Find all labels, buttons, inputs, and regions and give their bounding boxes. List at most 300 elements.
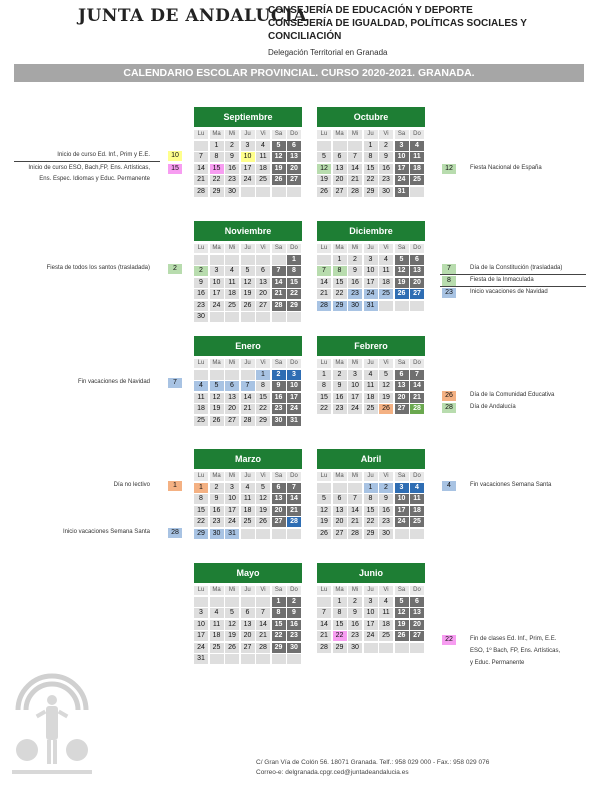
day-cell: 7 — [317, 266, 331, 276]
day-cell: 16 — [210, 506, 224, 516]
empty-day — [272, 529, 286, 539]
empty-day — [241, 529, 255, 539]
day-cell: 24 — [348, 404, 362, 414]
day-cell: 7 — [287, 483, 301, 493]
day-cell: 11 — [410, 494, 424, 504]
day-cell: 19 — [272, 164, 286, 174]
day-cell: 2 — [348, 597, 362, 607]
note-fin-navidad: Fin vacaciones de Navidad — [77, 379, 150, 385]
empty-day — [241, 312, 255, 322]
day-cell: 25 — [379, 631, 393, 641]
day-cell: 6 — [395, 370, 409, 380]
day-cell: 23 — [194, 301, 208, 311]
day-cell: 5 — [395, 597, 409, 607]
empty-day — [410, 643, 424, 653]
day-cell: 22 — [364, 175, 378, 185]
day-cell: 25 — [410, 175, 424, 185]
weekday-label: Sa — [272, 130, 286, 139]
day-cell: 12 — [379, 381, 393, 391]
empty-day — [225, 654, 239, 664]
empty-day — [210, 255, 224, 265]
day-cell: 5 — [317, 152, 331, 162]
weekday-label: Mi — [348, 359, 362, 368]
day-cell: 28 — [256, 643, 270, 653]
note-fin-semana-santa: Fin vacaciones Semana Santa — [470, 482, 552, 488]
day-cell: 21 — [256, 631, 270, 641]
empty-day — [272, 187, 286, 197]
empty-day — [241, 187, 255, 197]
day-cell: 17 — [364, 278, 378, 288]
empty-day — [256, 312, 270, 322]
note-fiesta-nacional: Fiesta Nacional de España — [470, 165, 542, 171]
empty-day — [410, 301, 424, 311]
empty-day — [210, 654, 224, 664]
empty-day — [256, 654, 270, 664]
day-cell: 30 — [379, 529, 393, 539]
day-cell: 21 — [348, 175, 362, 185]
empty-day — [287, 187, 301, 197]
day-cell: 22 — [194, 517, 208, 527]
empty-day — [225, 312, 239, 322]
day-grid — [317, 255, 425, 311]
weekday-label: Lu — [194, 244, 208, 253]
day-cell: 16 — [333, 393, 347, 403]
day-cell: 3 — [241, 141, 255, 151]
month-enero — [194, 336, 302, 426]
day-cell: 24 — [364, 631, 378, 641]
day-cell: 2 — [210, 483, 224, 493]
day-cell: 12 — [317, 506, 331, 516]
day-cell: 10 — [241, 152, 255, 162]
empty-day — [241, 597, 255, 607]
empty-day — [194, 141, 208, 151]
weekday-label: Do — [287, 130, 301, 139]
weekday-label: Ju — [364, 244, 378, 253]
day-cell: 4 — [379, 255, 393, 265]
day-cell: 31 — [287, 416, 301, 426]
day-cell: 5 — [225, 608, 239, 618]
day-cell: 30 — [348, 643, 362, 653]
weekday-label: Do — [410, 359, 424, 368]
day-cell: 18 — [194, 404, 208, 414]
day-cell: 3 — [395, 483, 409, 493]
empty-day — [225, 255, 239, 265]
junta-logo-icon — [12, 640, 92, 780]
day-cell: 27 — [225, 416, 239, 426]
day-cell: 8 — [210, 152, 224, 162]
day-cell: 12 — [256, 494, 270, 504]
day-cell: 19 — [395, 620, 409, 630]
footer-email: Correo-e: delgranada.cpgr.ced@juntadeandalucia.es — [256, 769, 409, 776]
note-inicio-inf: Inicio de curso Ed. Inf., Prim y E.E. — [57, 152, 150, 158]
day-cell: 30 — [194, 312, 208, 322]
day-cell: 17 — [287, 393, 301, 403]
day-cell: 26 — [241, 301, 255, 311]
empty-day — [379, 301, 393, 311]
weekday-header — [194, 130, 302, 139]
weekday-label: Sa — [272, 244, 286, 253]
day-cell: 24 — [395, 175, 409, 185]
day-cell: 1 — [272, 597, 286, 607]
day-cell: 22 — [364, 517, 378, 527]
day-cell: 8 — [256, 381, 270, 391]
day-cell: 10 — [348, 381, 362, 391]
weekday-header — [194, 244, 302, 253]
day-cell: 12 — [395, 608, 409, 618]
day-cell: 10 — [364, 266, 378, 276]
empty-day — [410, 529, 424, 539]
weekday-label: Sa — [272, 472, 286, 481]
month-title: Junio — [317, 563, 425, 583]
day-cell: 25 — [194, 416, 208, 426]
empty-day — [210, 312, 224, 322]
weekday-label: Do — [287, 244, 301, 253]
empty-day — [317, 483, 331, 493]
day-cell: 10 — [395, 494, 409, 504]
day-cell: 8 — [333, 608, 347, 618]
weekday-label: Lu — [194, 359, 208, 368]
weekday-label: Ma — [210, 472, 224, 481]
day-cell: 4 — [194, 381, 208, 391]
day-cell: 11 — [194, 393, 208, 403]
weekday-header — [194, 472, 302, 481]
note-inicio-eso-cont: Ens. Espec. Idiomas y Educ. Permanente — [39, 176, 150, 182]
day-cell: 13 — [241, 620, 255, 630]
day-cell: 30 — [272, 416, 286, 426]
divider — [440, 286, 586, 287]
month-title: Octubre — [317, 107, 425, 127]
day-cell: 17 — [194, 631, 208, 641]
note-fin-clases: Fin de clases Ed. Inf., Prim, E.E. — [470, 636, 557, 642]
day-cell: 13 — [410, 608, 424, 618]
empty-day — [348, 141, 362, 151]
footer — [256, 758, 489, 778]
day-cell: 4 — [410, 141, 424, 151]
weekday-label: Ma — [333, 586, 347, 595]
empty-day — [333, 483, 347, 493]
day-cell: 29 — [210, 187, 224, 197]
day-cell: 20 — [241, 631, 255, 641]
day-cell: 5 — [210, 381, 224, 391]
day-cell: 28 — [317, 643, 331, 653]
weekday-label: Vi — [256, 130, 270, 139]
note-constitucion: Día de la Constitución (trasladada) — [470, 265, 563, 271]
legend-chip-7b: 7 — [442, 264, 456, 274]
empty-day — [364, 643, 378, 653]
weekday-label: Ju — [241, 244, 255, 253]
month-title: Mayo — [194, 563, 302, 583]
day-cell: 17 — [395, 506, 409, 516]
day-cell: 28 — [348, 529, 362, 539]
day-cell: 30 — [225, 187, 239, 197]
day-cell: 23 — [287, 631, 301, 641]
weekday-label: Do — [287, 586, 301, 595]
weekday-label: Mi — [225, 244, 239, 253]
day-cell: 3 — [348, 370, 362, 380]
weekday-header — [194, 586, 302, 595]
weekday-label: Mi — [225, 586, 239, 595]
day-cell: 31 — [194, 654, 208, 664]
day-cell: 6 — [256, 266, 270, 276]
note-inicio-eso: Inicio de curso ESO, Bach,FP, Ens. Artísticas, — [28, 165, 150, 171]
weekday-header — [194, 359, 302, 368]
day-cell: 13 — [272, 494, 286, 504]
day-grid — [194, 370, 302, 426]
day-cell: 30 — [379, 187, 393, 197]
footer-address: C/ Gran Vía de Colón 56. 18071 Granada. Telf.: 958 029 000 - Fax.: 958 029 076 — [256, 759, 490, 766]
day-cell: 7 — [348, 152, 362, 162]
month-abril — [317, 449, 425, 539]
day-cell: 15 — [287, 278, 301, 288]
weekday-label: Do — [410, 130, 424, 139]
day-cell: 1 — [364, 141, 378, 151]
month-title: Marzo — [194, 449, 302, 469]
day-cell: 26 — [256, 517, 270, 527]
empty-day — [317, 141, 331, 151]
day-cell: 8 — [364, 494, 378, 504]
weekday-label: Do — [287, 359, 301, 368]
day-cell: 9 — [287, 608, 301, 618]
day-cell: 18 — [256, 164, 270, 174]
day-cell: 3 — [395, 141, 409, 151]
weekday-header — [317, 359, 425, 368]
day-cell: 4 — [256, 141, 270, 151]
legend-chip-2: 2 — [168, 264, 182, 274]
note-inicio-navidad: Inicio vacaciones de Navidad — [470, 289, 548, 295]
weekday-label: Mi — [348, 244, 362, 253]
day-cell: 29 — [194, 529, 208, 539]
day-cell: 4 — [379, 597, 393, 607]
month-junio — [317, 563, 425, 653]
day-cell: 11 — [225, 278, 239, 288]
day-cell: 21 — [410, 393, 424, 403]
day-grid — [194, 255, 302, 323]
day-cell: 20 — [410, 278, 424, 288]
day-cell: 28 — [410, 404, 424, 414]
month-title: Septiembre — [194, 107, 302, 127]
day-cell: 23 — [379, 517, 393, 527]
weekday-label: Ma — [333, 359, 347, 368]
day-cell: 1 — [333, 255, 347, 265]
legend-chip-8: 8 — [442, 276, 456, 286]
legend-chip-28: 28 — [168, 528, 182, 538]
day-cell: 16 — [287, 620, 301, 630]
month-mayo — [194, 563, 302, 664]
day-cell: 1 — [317, 370, 331, 380]
weekday-label: Sa — [395, 586, 409, 595]
day-cell: 20 — [225, 404, 239, 414]
day-cell: 29 — [364, 187, 378, 197]
day-cell: 6 — [410, 255, 424, 265]
day-cell: 23 — [210, 517, 224, 527]
day-cell: 8 — [317, 381, 331, 391]
day-grid — [317, 597, 425, 653]
day-cell: 17 — [395, 164, 409, 174]
day-cell: 26 — [225, 643, 239, 653]
day-cell: 18 — [410, 164, 424, 174]
day-cell: 22 — [287, 289, 301, 299]
day-cell: 7 — [317, 608, 331, 618]
day-cell: 28 — [272, 301, 286, 311]
day-cell: 6 — [241, 608, 255, 618]
day-cell: 20 — [287, 164, 301, 174]
day-cell: 23 — [272, 404, 286, 414]
day-cell: 27 — [410, 631, 424, 641]
weekday-header — [317, 472, 425, 481]
weekday-label: Sa — [395, 359, 409, 368]
day-cell: 25 — [364, 404, 378, 414]
note-no-lectivo: Día no lectivo — [113, 482, 150, 488]
day-cell: 4 — [410, 483, 424, 493]
day-cell: 20 — [333, 517, 347, 527]
day-cell: 15 — [333, 620, 347, 630]
weekday-label: Lu — [317, 130, 331, 139]
day-cell: 7 — [256, 608, 270, 618]
day-cell: 10 — [395, 152, 409, 162]
day-cell: 21 — [348, 517, 362, 527]
day-cell: 28 — [348, 187, 362, 197]
legend-chip-12: 12 — [442, 164, 456, 174]
day-cell: 18 — [410, 506, 424, 516]
day-cell: 5 — [317, 494, 331, 504]
day-cell: 21 — [317, 631, 331, 641]
weekday-label: Sa — [272, 359, 286, 368]
day-cell: 10 — [210, 278, 224, 288]
empty-day — [210, 370, 224, 380]
day-cell: 2 — [225, 141, 239, 151]
legend-chip-1: 1 — [168, 481, 182, 491]
day-cell: 2 — [348, 255, 362, 265]
day-cell: 24 — [395, 517, 409, 527]
day-cell: 16 — [194, 289, 208, 299]
weekday-header — [317, 130, 425, 139]
empty-day — [194, 597, 208, 607]
day-cell: 2 — [194, 266, 208, 276]
day-cell: 2 — [333, 370, 347, 380]
day-cell: 29 — [333, 643, 347, 653]
day-cell: 14 — [256, 620, 270, 630]
legend-chip-10: 10 — [168, 151, 182, 161]
day-cell: 22 — [272, 631, 286, 641]
weekday-label: Lu — [317, 359, 331, 368]
day-cell: 19 — [395, 278, 409, 288]
day-cell: 15 — [364, 506, 378, 516]
day-cell: 2 — [287, 597, 301, 607]
weekday-label: Mi — [225, 472, 239, 481]
day-grid — [194, 483, 302, 539]
day-cell: 3 — [225, 483, 239, 493]
day-cell: 3 — [194, 608, 208, 618]
day-cell: 27 — [333, 529, 347, 539]
day-cell: 19 — [317, 175, 331, 185]
day-cell: 26 — [379, 404, 393, 414]
empty-day — [256, 187, 270, 197]
day-cell: 10 — [287, 381, 301, 391]
day-cell: 16 — [379, 506, 393, 516]
empty-day — [256, 597, 270, 607]
day-cell: 14 — [317, 278, 331, 288]
day-cell: 22 — [333, 289, 347, 299]
day-cell: 26 — [272, 175, 286, 185]
day-cell: 30 — [210, 529, 224, 539]
weekday-label: Ma — [333, 244, 347, 253]
day-cell: 26 — [395, 631, 409, 641]
day-cell: 14 — [317, 620, 331, 630]
empty-day — [272, 312, 286, 322]
day-cell: 23 — [348, 631, 362, 641]
day-cell: 28 — [194, 187, 208, 197]
day-cell: 29 — [256, 416, 270, 426]
day-cell: 9 — [333, 381, 347, 391]
empty-day — [272, 654, 286, 664]
empty-day — [256, 255, 270, 265]
day-cell: 29 — [272, 643, 286, 653]
day-cell: 7 — [348, 494, 362, 504]
day-cell: 9 — [225, 152, 239, 162]
day-cell: 1 — [287, 255, 301, 265]
day-cell: 19 — [241, 289, 255, 299]
weekday-label: Vi — [256, 359, 270, 368]
day-cell: 27 — [395, 404, 409, 414]
day-cell: 13 — [395, 381, 409, 391]
day-cell: 19 — [210, 404, 224, 414]
day-cell: 6 — [333, 494, 347, 504]
day-cell: 15 — [194, 506, 208, 516]
month-septiembre — [194, 107, 302, 197]
day-cell: 25 — [225, 301, 239, 311]
weekday-label: Mi — [225, 359, 239, 368]
day-cell: 5 — [379, 370, 393, 380]
day-cell: 5 — [272, 141, 286, 151]
empty-day — [287, 312, 301, 322]
day-cell: 19 — [256, 506, 270, 516]
day-cell: 22 — [210, 175, 224, 185]
day-cell: 23 — [379, 175, 393, 185]
day-cell: 30 — [348, 301, 362, 311]
day-grid — [194, 141, 302, 197]
day-cell: 20 — [333, 175, 347, 185]
day-cell: 7 — [241, 381, 255, 391]
day-cell: 25 — [410, 517, 424, 527]
day-cell: 14 — [194, 164, 208, 174]
day-cell: 25 — [241, 517, 255, 527]
day-cell: 16 — [225, 164, 239, 174]
day-cell: 1 — [194, 483, 208, 493]
day-cell: 14 — [287, 494, 301, 504]
day-cell: 17 — [364, 620, 378, 630]
day-cell: 9 — [210, 494, 224, 504]
weekday-label: Vi — [256, 244, 270, 253]
day-cell: 31 — [225, 529, 239, 539]
brand-title: JUNTA DE ANDALUCIA — [78, 6, 308, 26]
day-cell: 6 — [287, 141, 301, 151]
day-cell: 27 — [287, 175, 301, 185]
day-cell: 7 — [194, 152, 208, 162]
weekday-header — [317, 244, 425, 253]
legend-chip-28b: 28 — [442, 403, 456, 413]
empty-day — [241, 255, 255, 265]
day-cell: 15 — [364, 164, 378, 174]
weekday-label: Vi — [379, 472, 393, 481]
empty-day — [317, 255, 331, 265]
weekday-label: Vi — [379, 359, 393, 368]
day-cell: 12 — [395, 266, 409, 276]
day-cell: 2 — [379, 483, 393, 493]
note-dia-andalucia: Día de Andalucía — [470, 404, 516, 410]
day-cell: 5 — [241, 266, 255, 276]
day-cell: 31 — [395, 187, 409, 197]
weekday-label: Mi — [348, 586, 362, 595]
